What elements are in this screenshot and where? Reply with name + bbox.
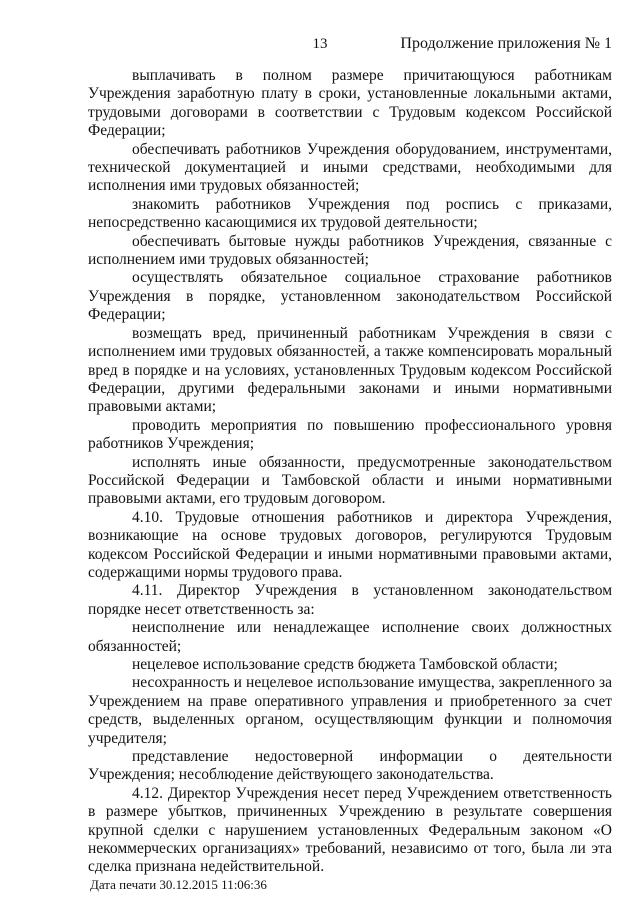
page-number: 13	[312, 36, 328, 52]
paragraph-pay-wages: выплачивать в полном размере причитающуюся работникам Учреждения заработную плату в сроки, установленные локальными актами, трудовыми договорами в соответствии с Трудовым кодексом Российской Федерации;	[88, 67, 612, 140]
appendix-continuation-label: Продолжение приложения № 1	[400, 35, 612, 52]
paragraph-nonperformance: неисполнение или ненадлежащее исполнение своих должностных обязанностей;	[88, 619, 612, 655]
paragraph-provide-equipment: обеспечивать работников Учреждения оборудованием, инструментами, технической документацией и иными средствами, необходимыми для исполнения ими трудовых обязанностей;	[88, 140, 612, 195]
paragraph-social-insurance: осуществлять обязательное социальное страхование работников Учреждения в порядке, установленном законодательством Российской Федерации;	[88, 269, 612, 324]
paragraph-false-information: представление недостоверной информации о деятельности Учреждения; несоблюдение действующего законодательства.	[88, 748, 612, 784]
paragraph-other-duties: исполнять иные обязанности, предусмотренные законодательством Российской Федерации и Тамбовской области и иными нормативными правовыми актами, его трудовым договором.	[88, 453, 612, 508]
paragraph-acquaint-orders: знакомить работников Учреждения под роспись с приказами, непосредственно касающимися их трудовой деятельности;	[88, 195, 612, 232]
document-body	[88, 67, 612, 877]
paragraph-compensate-harm: возмещать вред, причиненный работникам Учреждения в связи с исполнением ими трудовых обязанностей, а также компенсировать моральный вред в порядке и на условиях, установленных Трудовым кодексом Российской Федерации, другими федеральными законами и иными нормативными правовыми актами;	[88, 324, 612, 416]
paragraph-budget-misuse: нецелевое использование средств бюджета Тамбовской области;	[132, 656, 558, 673]
print-date: Дата печати 30.12.2015 11:06:36	[90, 877, 267, 892]
paragraph-4-12: 4.12. Директор Учреждения несет перед Учреждением ответственность в размере убытков, причиненных Учреждению в результате совершения крупной сделки с нарушением установленных Федеральным законом «О некоммерческих организациях» требований, независимо от того, была ли эта сделка признана недействительной.	[88, 784, 612, 876]
paragraph-4-10: 4.10. Трудовые отношения работников и директора Учреждения, возникающие на основе трудовых договоров, регулируются Трудовым кодексом Российской Федерации и иными нормативными правовыми актами, содержащими нормы трудового права.	[88, 508, 612, 581]
paragraph-4-11: 4.11. Директор Учреждения в установленном законодательством порядке несет ответственность за:	[88, 582, 612, 618]
paragraph-household-needs: обеспечивать бытовые нужды работников Учреждения, связанные с исполнением ими трудовых обязанностей;	[88, 232, 612, 269]
paragraph-professional-training: проводить мероприятия по повышению профессионального уровня работников Учреждения;	[88, 416, 612, 453]
paragraph-property-safety: несохранность и нецелевое использование имущества, закрепленного за Учреждением на праве оперативного управления и приобретенного за счет средств, выделенных органом, осуществляющим функции и полномочия учредителя;	[88, 674, 612, 747]
